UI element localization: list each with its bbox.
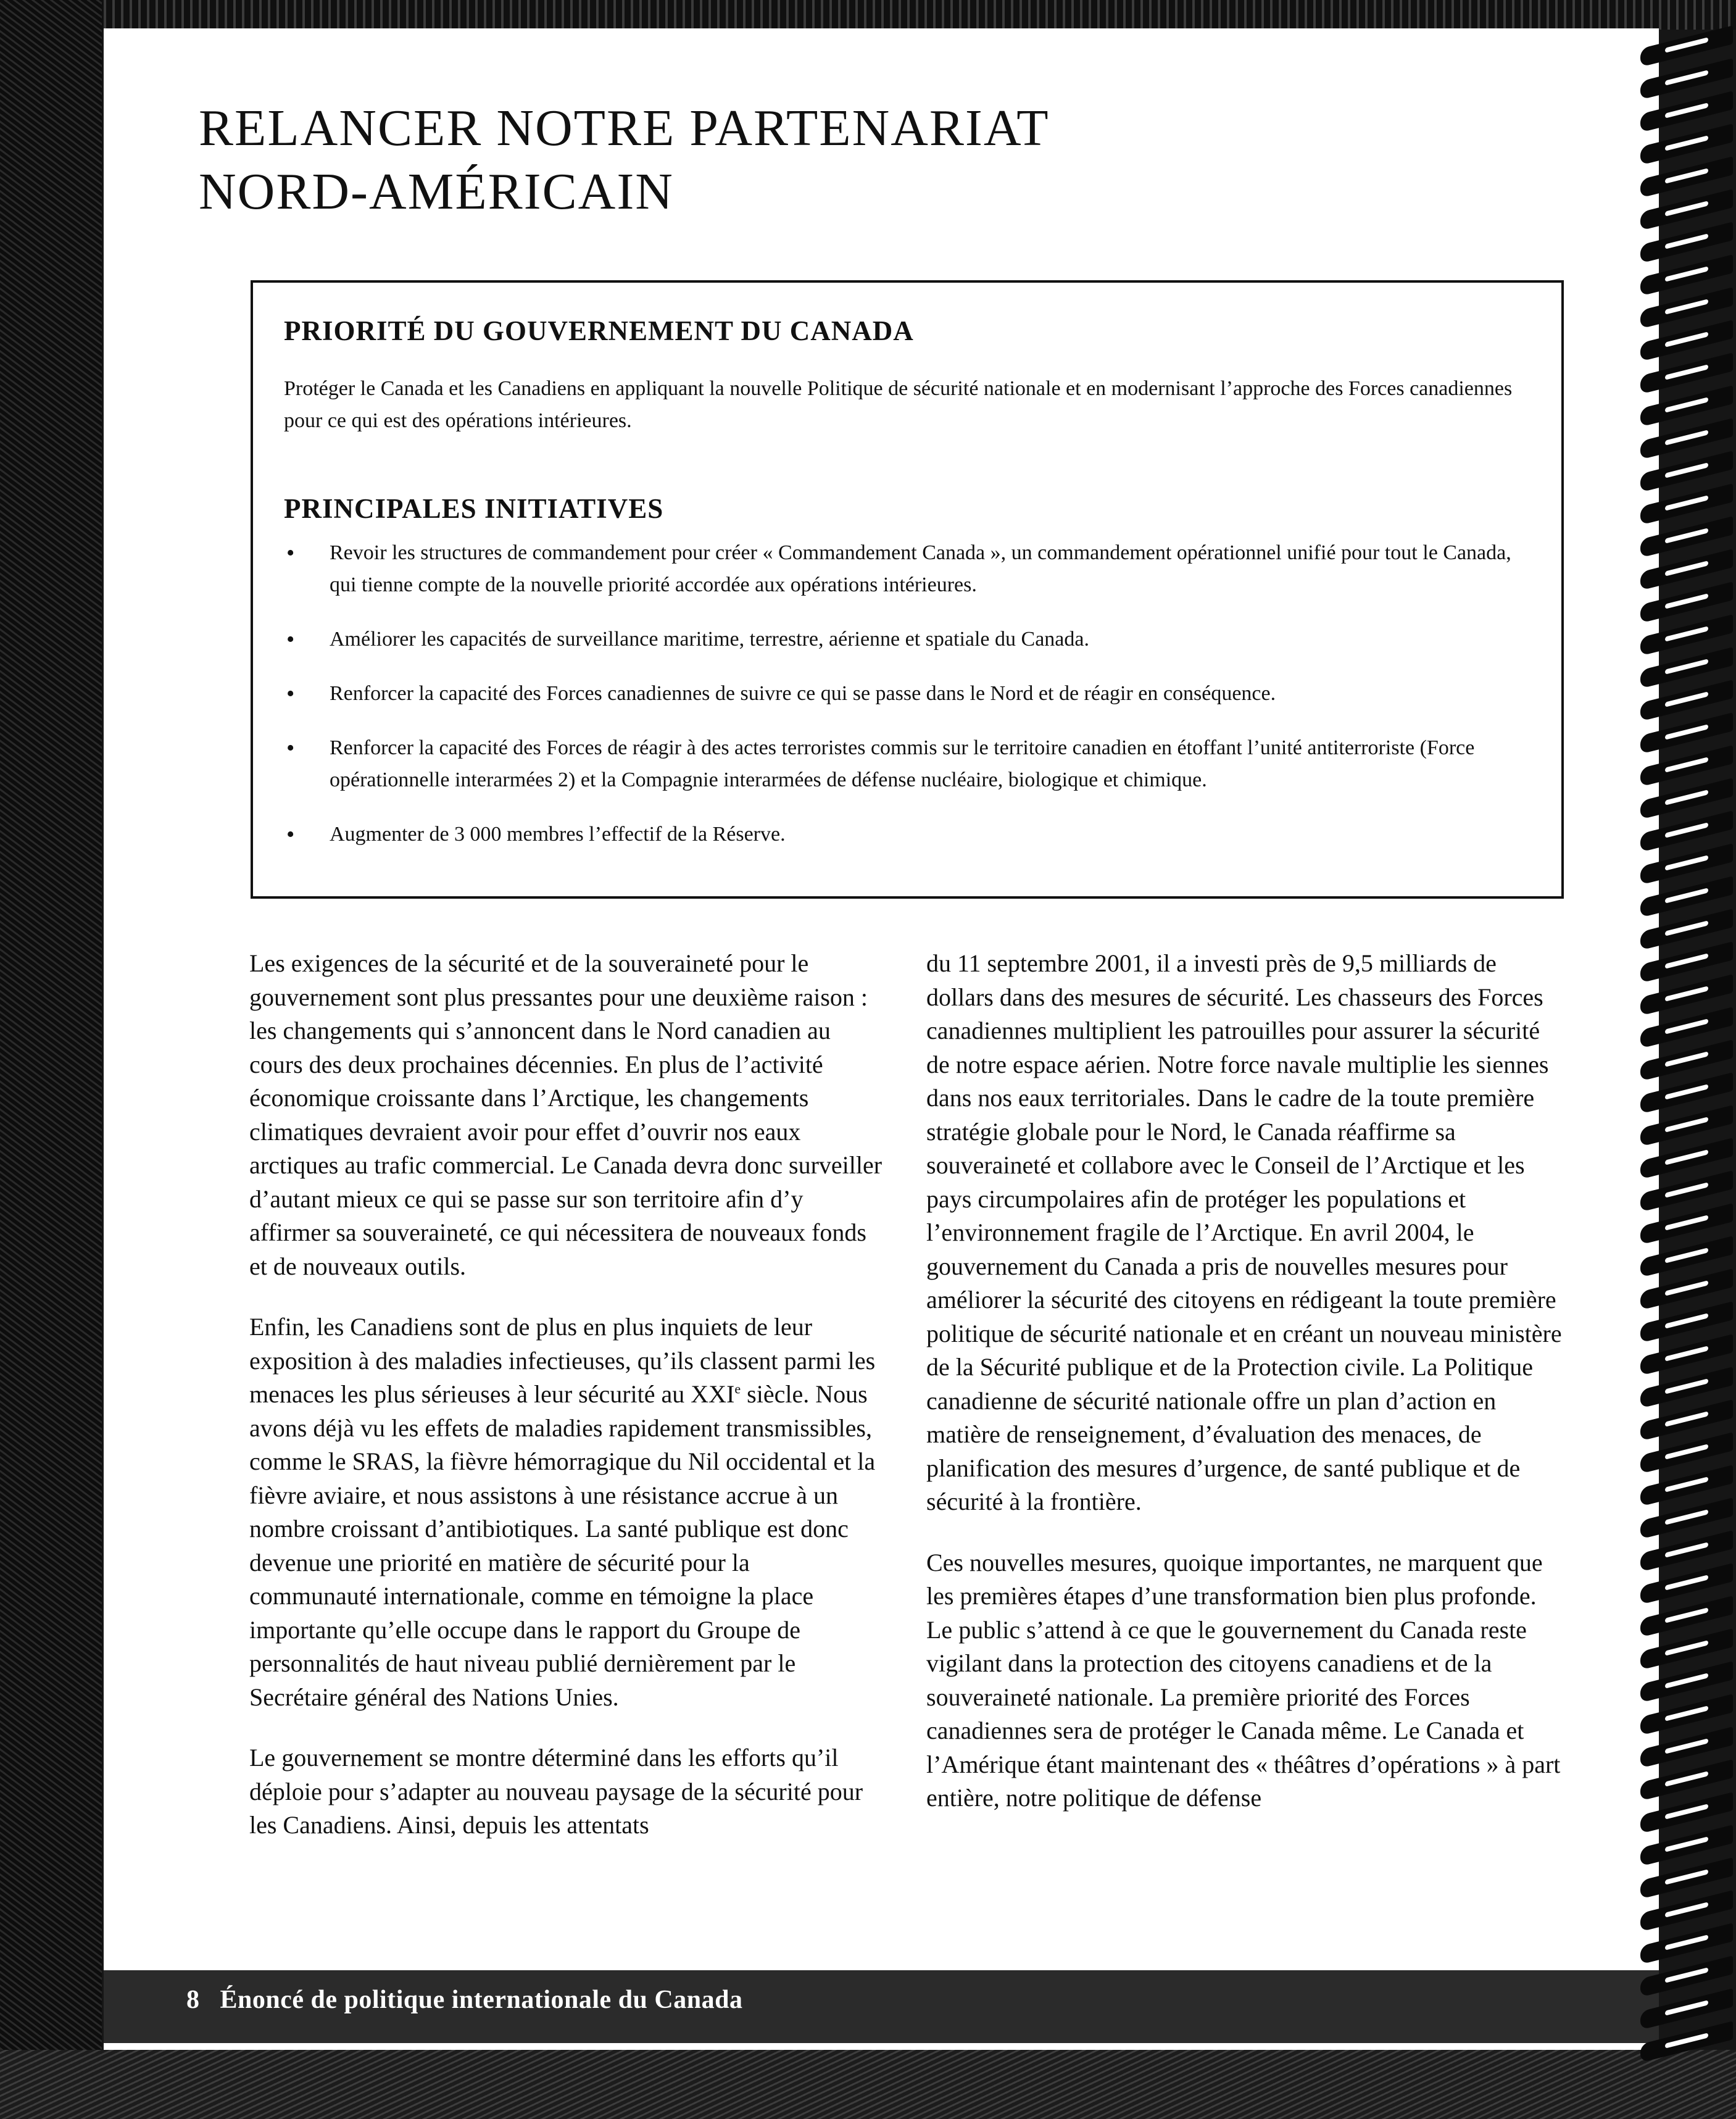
initiatives-list bbox=[284, 537, 1537, 873]
binding-coil bbox=[1640, 189, 1733, 230]
initiative-item: • Renforcer la capacité des Forces de réagir à des actes terroristes commis sur le territoire canadien en étoffant l’unité antiterroriste (Force opérationnelle interarmées 2) et la Compagnie interarmées de défense nucléaire, biologique et chimique. bbox=[284, 732, 1537, 796]
binding-coil bbox=[1640, 287, 1733, 328]
binding-coil bbox=[1640, 1301, 1733, 1343]
binding-coil bbox=[1640, 909, 1733, 950]
footer-text bbox=[186, 1985, 742, 2015]
binding-coil bbox=[1640, 1072, 1733, 1114]
binding-coil bbox=[1640, 483, 1733, 525]
binding-coil bbox=[1640, 1988, 1733, 2029]
binding-coil bbox=[1640, 974, 1733, 1015]
page-number: 8 bbox=[186, 1986, 200, 2014]
binding-coil bbox=[1640, 222, 1733, 263]
body-column-left bbox=[249, 947, 883, 1870]
binding-coil bbox=[1640, 1857, 1733, 1899]
binding-coil bbox=[1640, 156, 1733, 198]
binding-coil bbox=[1640, 941, 1733, 983]
binding-coil bbox=[1640, 581, 1733, 623]
binding-coil bbox=[1640, 1432, 1733, 1473]
binding-coil bbox=[1640, 549, 1733, 590]
body-text: siècle. Nous avons déjà vu les effets de maladies rapidement transmissibles, comme le SRAS, la fièvre hémorragique du Nil occidental et la fièvre aviaire, et nous assistons à une résistance accrue à un nombre croissant d’antibiotiques. La santé publique est donc devenue une priorité en matière de sécurité pour la communauté internationale, comme en témoigne la place importante qu’elle occupe dans le rapport du Groupe de personnalités de haut niveau publié dernièrement par le Secrétaire général des Nations Unies. bbox=[249, 1380, 876, 1711]
body-paragraph: Les exigences de la sécurité et de la souveraineté pour le gouvernement sont plus pressantes pour une deuxième raison : les changements qui s’annoncent dans le Nord canadien au cours des deux prochaines décennies. En plus de l’activité économique croissante dans l’Arctique, les changements climatiques devraient avoir pour effet d’ouvrir nos eaux arctiques au trafic commercial. Le Canada devra donc surveiller d’autant mieux ce qui se passe sur son territoire afin d’y affirmer sa souveraineté, ce qui nécessitera de nouveaux fonds et de nouveaux outils. bbox=[249, 949, 883, 1280]
scan-edge-bottom bbox=[0, 2050, 1736, 2119]
spiral-binding bbox=[1629, 37, 1736, 2119]
scan-edge-left bbox=[0, 0, 102, 2119]
binding-coil bbox=[1640, 1039, 1733, 1081]
binding-coil bbox=[1640, 1792, 1733, 1833]
binding-coil bbox=[1640, 1530, 1733, 1572]
footer-band bbox=[104, 1970, 1659, 2043]
binding-coil bbox=[1640, 1236, 1733, 1277]
binding-coil bbox=[1640, 418, 1733, 459]
binding-coil bbox=[1640, 680, 1733, 721]
priority-heading: PRIORITÉ DU GOUVERNEMENT DU CANADA bbox=[284, 315, 914, 346]
body-paragraph: Le gouvernement se montre déterminé dans les efforts qu’il déploie pour s’adapter au nouveau paysage de la sécurité pour les Canadiens. Ainsi, depuis les attentats bbox=[249, 1744, 863, 1839]
binding-coil bbox=[1640, 320, 1733, 361]
binding-coil bbox=[1640, 451, 1733, 492]
binding-coil bbox=[1640, 1138, 1733, 1179]
binding-coil bbox=[1640, 1890, 1733, 1931]
binding-coil bbox=[1640, 91, 1733, 132]
body-text: Enfin, les Canadiens sont de plus en plus inquiets de leur exposition à des maladies infectieuses, qu’ils classent parmi les menaces les plus sérieuses à leur sécurité au XXI bbox=[249, 1313, 876, 1408]
initiative-item: • Revoir les structures de commandement pour créer « Commandement Canada », un commandement opérationnel unifié pour tout le Canada, qui tienne compte de la nouvelle priorité accordée aux opérations intérieures. bbox=[284, 537, 1537, 601]
binding-coil bbox=[1640, 745, 1733, 786]
initiative-item: • Améliorer les capacités de surveillance maritime, terrestre, aérienne et spatiale du Canada. bbox=[284, 623, 1537, 656]
title-line-2: NORD-AMÉRICAIN bbox=[199, 163, 674, 220]
page-title bbox=[199, 96, 1371, 223]
binding-coil bbox=[1640, 1465, 1733, 1506]
binding-coil bbox=[1640, 614, 1733, 656]
binding-coil bbox=[1640, 123, 1733, 165]
binding-coil bbox=[1640, 1334, 1733, 1375]
binding-coil bbox=[1640, 1759, 1733, 1801]
initiatives-heading: PRINCIPALES INITIATIVES bbox=[284, 493, 664, 524]
binding-coil bbox=[1640, 1628, 1733, 1670]
binding-coil bbox=[1640, 1007, 1733, 1048]
binding-coil bbox=[1640, 1105, 1733, 1146]
publication-title: Énoncé de politique internationale du Canada bbox=[220, 1986, 743, 2014]
binding-coil bbox=[1640, 876, 1733, 917]
binding-coil bbox=[1640, 647, 1733, 688]
binding-coil bbox=[1640, 1367, 1733, 1408]
superscript: e bbox=[734, 1381, 741, 1397]
body-column-right bbox=[926, 947, 1568, 1842]
binding-coil bbox=[1640, 1596, 1733, 1637]
title-line-1: RELANCER NOTRE PARTENARIAT bbox=[199, 99, 1050, 157]
binding-coil bbox=[1640, 2021, 1733, 2062]
priority-box bbox=[251, 280, 1564, 899]
binding-coil bbox=[1640, 1203, 1733, 1244]
initiative-item: • Renforcer la capacité des Forces canadiennes de suivre ce qui se passe dans le Nord et de réagir en conséquence. bbox=[284, 678, 1537, 710]
binding-coil bbox=[1640, 1497, 1733, 1539]
binding-coil bbox=[1640, 254, 1733, 296]
binding-coil bbox=[1640, 1923, 1733, 1964]
binding-coil bbox=[1640, 843, 1733, 885]
binding-coil bbox=[1640, 712, 1733, 754]
binding-coil bbox=[1640, 1726, 1733, 1768]
binding-coil bbox=[1640, 778, 1733, 819]
binding-coil bbox=[1640, 1170, 1733, 1212]
binding-coil bbox=[1640, 810, 1733, 852]
binding-coil bbox=[1640, 1563, 1733, 1604]
body-paragraph bbox=[249, 1310, 883, 1714]
scan-edge-top bbox=[0, 0, 1736, 30]
body-paragraph: du 11 septembre 2001, il a investi près de 9,5 milliards de dollars dans des mesures de sécurité. Les chasseurs des Forces canadiennes multiplient les patrouilles pour assurer la sécurité de notre espace aérien. Notre force navale multiplie les siennes dans nos eaux territoriales. Dans le cadre de la toute première stratégie globale pour le Nord, le Canada réaffirme sa souveraineté et collabore avec le Conseil de l’Arctique et les pays circumpolaires afin de protéger les populations et l’environnement fragile de l’Arctique. En avril 2004, le gouvernement du Canada a pris de nouvelles mesures pour améliorer la sécurité des citoyens en rédigeant la toute première politique de sécurité nationale et en créant un nouveau ministère de la Sécurité publique et de la Protection civile. La Politique canadienne de sécurité nationale offre un plan d’action en matière de renseignement, d’évaluation des menaces, de planification des mesures d’urgence, de santé publique et de sécurité à la frontière. bbox=[926, 949, 1562, 1515]
body-paragraph: Ces nouvelles mesures, quoique importantes, ne marquent que les premières étapes d’une transformation bien plus profonde. Le public s’attend à ce que le gouvernement du Canada reste vigilant dans la protection des citoyens canadiens et de la souveraineté nationale. La première priorité des Forces canadiennes sera de protéger le Canada même. Le Canada et l’Amérique étant maintenant des « théâtres d’opérations » à part entière, notre politique de défense bbox=[926, 1548, 1561, 1812]
document-page bbox=[104, 28, 1659, 2050]
binding-coil bbox=[1640, 1825, 1733, 1866]
binding-coil bbox=[1640, 1694, 1733, 1735]
binding-coil bbox=[1640, 1268, 1733, 1310]
binding-coil bbox=[1640, 1399, 1733, 1441]
priority-text: Protéger le Canada et les Canadiens en appliquant la nouvelle Politique de sécurité nationale et en modernisant l’approche des Forces canadiennes pour ce qui est des opérations intérieures. bbox=[284, 377, 1513, 432]
binding-coil bbox=[1640, 58, 1733, 99]
binding-coil bbox=[1640, 516, 1733, 557]
initiative-item: • Augmenter de 3 000 membres l’effectif de la Réserve. bbox=[284, 818, 1537, 851]
binding-coil bbox=[1640, 385, 1733, 427]
binding-coil bbox=[1640, 1955, 1733, 1997]
binding-coil bbox=[1640, 352, 1733, 394]
binding-coil bbox=[1640, 1661, 1733, 1702]
